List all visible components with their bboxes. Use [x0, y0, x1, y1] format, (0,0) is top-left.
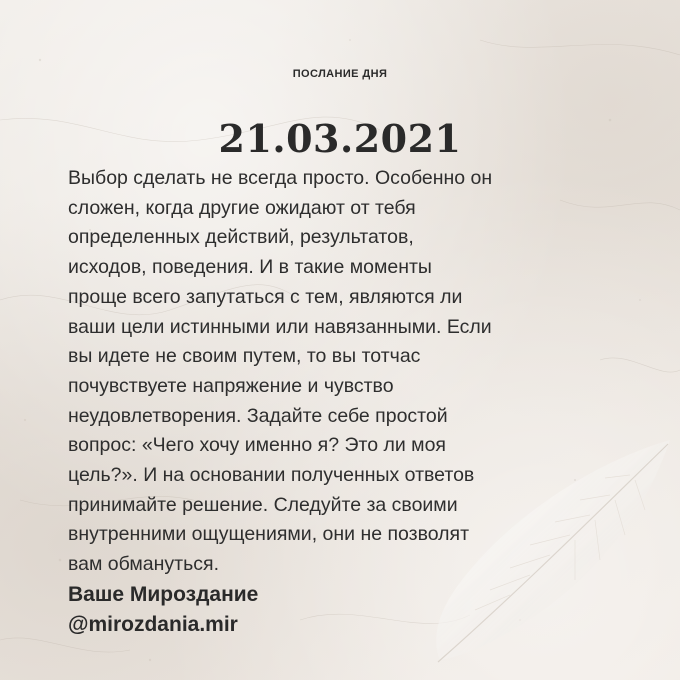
- message-line: Выбор сделать не всегда просто. Особенно он: [68, 167, 493, 189]
- signature-block: [68, 580, 488, 640]
- message-line: неудовлетворения. Задайте себе простой: [68, 404, 448, 427]
- message-line: исходов, поведения. И в такие моменты: [68, 256, 432, 279]
- message-body: [68, 164, 538, 580]
- message-line: внутренними ощущениями, они не позволят: [68, 523, 470, 546]
- message-line: сложен, когда другие ожидают от тебя: [68, 196, 416, 219]
- post-heading: ПОСЛАНИЕ ДНЯ: [292, 68, 388, 80]
- message-line: вам обмануться.: [68, 553, 219, 576]
- account-handle: @mirozdania.mir: [68, 613, 238, 636]
- post-date: 21.03.2021: [218, 116, 462, 161]
- message-line: вы идете не своим путем, то вы тотчас: [68, 345, 421, 368]
- message-line: почувствуете напряжение и чувство: [68, 374, 394, 397]
- message-line: определенных действий, результатов,: [68, 226, 414, 249]
- message-line: принимайте решение. Следуйте за своими: [68, 493, 458, 516]
- message-line: вопрос: «Чего хочу именно я? Это ли моя: [68, 434, 446, 457]
- message-line: проще всего запутаться с тем, являются ли: [68, 285, 463, 308]
- message-line: цель?». И на основании полученных ответов: [68, 464, 475, 487]
- message-line: ваши цели истинными или навязанными. Если: [68, 315, 492, 338]
- signature: Ваше Мироздание: [68, 583, 259, 606]
